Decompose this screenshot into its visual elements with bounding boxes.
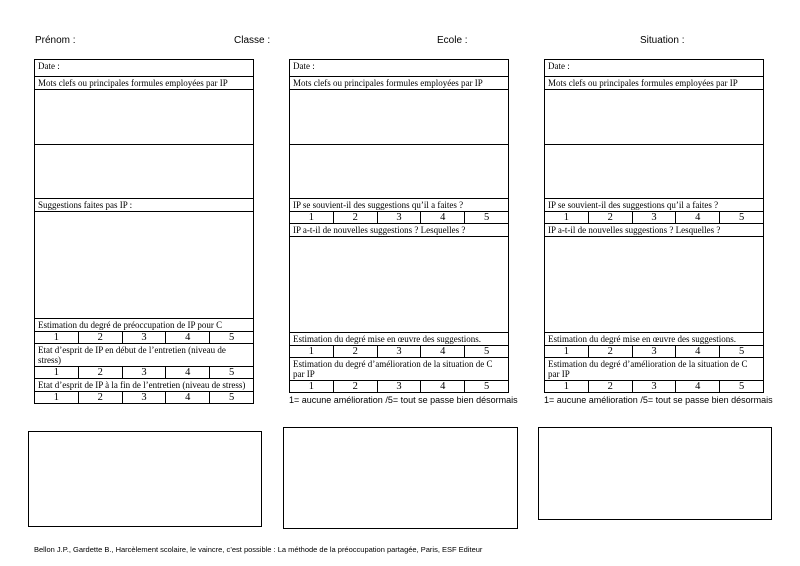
- remembers-scale-1[interactable]: 1: [545, 212, 589, 224]
- implementation-label: Estimation du degré mise en œuvre des suggestions.: [290, 333, 509, 346]
- remembers-scale-3[interactable]: 3: [632, 212, 676, 224]
- date-field[interactable]: Date :: [35, 60, 254, 77]
- end-scale-5[interactable]: 5: [210, 392, 254, 404]
- situation-label: Situation :: [640, 35, 685, 46]
- start-state-label: Etat d’esprit de IP en début de l’entretien (niveau de stress): [35, 344, 254, 367]
- implementation-label: Estimation du degré mise en œuvre des suggestions.: [545, 333, 764, 346]
- remembers-scale-2[interactable]: 2: [333, 212, 377, 224]
- keywords-label: Mots clefs ou principales formules employées par IP: [290, 77, 509, 90]
- concern-scale-5[interactable]: 5: [210, 332, 254, 344]
- improvement-scale-5[interactable]: 5: [720, 381, 764, 393]
- implementation-scale-2[interactable]: 2: [588, 346, 632, 358]
- concern-estimation-label: Estimation du degré de préoccupation de IP pour C: [35, 319, 254, 332]
- improvement-scale-2[interactable]: 2: [333, 381, 377, 393]
- improvement-scale-4[interactable]: 4: [421, 381, 465, 393]
- improvement-label: Estimation du degré d’amélioration de la situation de C par IP: [545, 358, 764, 381]
- end-state-label: Etat d’esprit de IP à la fin de l’entretien (niveau de stress): [35, 379, 254, 392]
- start-scale-2[interactable]: 2: [78, 367, 122, 379]
- keywords-area-1[interactable]: [545, 90, 764, 145]
- notes-box-3[interactable]: [538, 427, 772, 520]
- concern-scale-3[interactable]: 3: [122, 332, 166, 344]
- notes-box-2[interactable]: [283, 427, 518, 529]
- form-column-2: [289, 59, 518, 405]
- remembers-label: IP se souvient-il des suggestions qu’il a faites ?: [290, 199, 509, 212]
- start-scale-3[interactable]: 3: [122, 367, 166, 379]
- scale-legend-note: 1= aucune amélioration /5= tout se passe bien désormais: [544, 395, 773, 405]
- implementation-scale-1[interactable]: 1: [290, 346, 334, 358]
- keywords-label: Mots clefs ou principales formules employées par IP: [35, 77, 254, 90]
- implementation-scale-2[interactable]: 2: [333, 346, 377, 358]
- keywords-area-2[interactable]: [35, 145, 254, 199]
- keywords-label: Mots clefs ou principales formules employées par IP: [545, 77, 764, 90]
- suggestions-area[interactable]: [35, 212, 254, 319]
- remembers-scale-4[interactable]: 4: [421, 212, 465, 224]
- concern-scale-4[interactable]: 4: [166, 332, 210, 344]
- form-column-3: [544, 59, 773, 405]
- notes-box-1[interactable]: [28, 431, 262, 527]
- date-field[interactable]: Date :: [290, 60, 509, 77]
- end-scale-1[interactable]: 1: [35, 392, 79, 404]
- improvement-scale-3[interactable]: 3: [632, 381, 676, 393]
- new-suggestions-area[interactable]: [545, 237, 764, 333]
- remembers-scale-1[interactable]: 1: [290, 212, 334, 224]
- new-suggestions-area[interactable]: [290, 237, 509, 333]
- keywords-area-1[interactable]: [35, 90, 254, 145]
- improvement-scale-2[interactable]: 2: [588, 381, 632, 393]
- improvement-scale-3[interactable]: 3: [377, 381, 421, 393]
- concern-scale-1[interactable]: 1: [35, 332, 79, 344]
- remembers-scale-5[interactable]: 5: [465, 212, 509, 224]
- end-scale-3[interactable]: 3: [122, 392, 166, 404]
- remembers-scale-5[interactable]: 5: [720, 212, 764, 224]
- source-citation: Bellon J.P., Gardette B., Harcèlement scolaire, le vaincre, c’est possible : La méthode de la préoccupation partagée, Paris, ESF Editeur: [34, 545, 483, 554]
- implementation-scale-4[interactable]: 4: [676, 346, 720, 358]
- implementation-scale-5[interactable]: 5: [720, 346, 764, 358]
- improvement-scale-1[interactable]: 1: [290, 381, 334, 393]
- suggestions-label: Suggestions faites pas IP :: [35, 199, 254, 212]
- implementation-scale-3[interactable]: 3: [632, 346, 676, 358]
- prenom-label: Prénom :: [35, 35, 76, 46]
- scale-legend-note: 1= aucune amélioration /5= tout se passe bien désormais: [289, 395, 518, 405]
- keywords-area-1[interactable]: [290, 90, 509, 145]
- improvement-label: Estimation du degré d’amélioration de la situation de C par IP: [290, 358, 509, 381]
- remembers-scale-4[interactable]: 4: [676, 212, 720, 224]
- end-scale-2[interactable]: 2: [78, 392, 122, 404]
- implementation-scale-3[interactable]: 3: [377, 346, 421, 358]
- implementation-scale-1[interactable]: 1: [545, 346, 589, 358]
- remembers-label: IP se souvient-il des suggestions qu’il a faites ?: [545, 199, 764, 212]
- concern-scale-2[interactable]: 2: [78, 332, 122, 344]
- start-scale-4[interactable]: 4: [166, 367, 210, 379]
- improvement-scale-5[interactable]: 5: [465, 381, 509, 393]
- new-suggestions-label: IP a-t-il de nouvelles suggestions ? Lesquelles ?: [290, 224, 509, 237]
- improvement-scale-1[interactable]: 1: [545, 381, 589, 393]
- classe-label: Classe :: [234, 35, 271, 46]
- keywords-area-2[interactable]: [545, 145, 764, 199]
- keywords-area-2[interactable]: [290, 145, 509, 199]
- remembers-scale-3[interactable]: 3: [377, 212, 421, 224]
- implementation-scale-5[interactable]: 5: [465, 346, 509, 358]
- improvement-scale-4[interactable]: 4: [676, 381, 720, 393]
- new-suggestions-label: IP a-t-il de nouvelles suggestions ? Lesquelles ?: [545, 224, 764, 237]
- implementation-scale-4[interactable]: 4: [421, 346, 465, 358]
- start-scale-1[interactable]: 1: [35, 367, 79, 379]
- ecole-label: Ecole :: [437, 35, 468, 46]
- end-scale-4[interactable]: 4: [166, 392, 210, 404]
- date-field[interactable]: Date :: [545, 60, 764, 77]
- form-column-1: [34, 59, 254, 404]
- remembers-scale-2[interactable]: 2: [588, 212, 632, 224]
- start-scale-5[interactable]: 5: [210, 367, 254, 379]
